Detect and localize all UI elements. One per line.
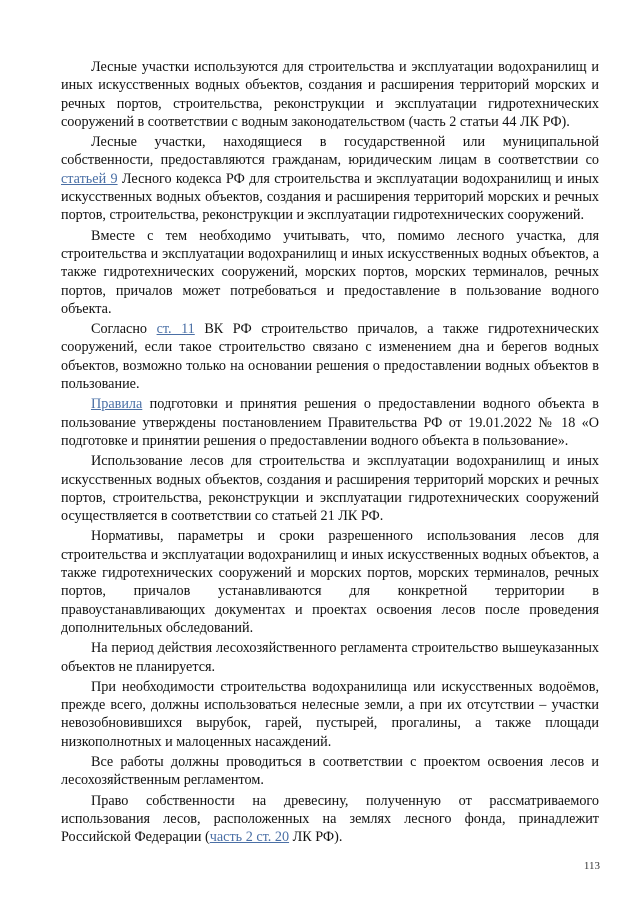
paragraph (61, 133, 599, 224)
paragraph (61, 639, 599, 676)
paragraph-text: Лесные участки используются для строительства и эксплуатации водохранилищ и иных искусственных водных объектов, создания и расширения территорий морских и речных портов, строительства, реконструкции и эксплуатации гидротехнических сооружений в соответствии с водным законодательством (часть 2 статьи 44 ЛК РФ). (61, 59, 599, 130)
reference-link[interactable]: статьей 9 (61, 170, 118, 187)
paragraph-text: ЛК РФ). (289, 829, 343, 846)
paragraph (61, 452, 599, 525)
document-body (61, 58, 599, 848)
paragraph-text: Использование лесов для строительства и эксплуатации водохранилищ и иных искусственных водных объектов, создания и расширения территорий морских и речных портов, строительства, реконструкции и эксплуатации гидротехнических сооружений осуществляется в соответствии со статьей 21 ЛК РФ. (61, 453, 599, 525)
paragraph (61, 227, 599, 318)
paragraph-text: Вместе с тем необходимо учитывать, что, помимо лесного участка, для строительства и эксплуатации водохранилищ и иных искусственных водных объектов, а также гидротехнических сооружений, морских портов, морских терминалов, речных портов, причалов может потребоваться и предоставление в пользование водного объекта. (61, 227, 599, 317)
paragraph (61, 58, 599, 131)
paragraph-text: Нормативы, параметры и сроки разрешенного использования лесов для строительства и эксплуатации водохранилищ и иных искусственных водных объектов, а также гидротехнических сооружений и морских портов, морских терминалов, речных портов, причалов устанавливаются для конкретной территории в правоустанавливающих документах и проектах освоения лесов после проведения дополнительных обследований. (61, 528, 599, 636)
paragraph (61, 792, 599, 847)
paragraph-text: Все работы должны проводиться в соответствии с проектом освоения лесов и лесохозяйственным регламентом. (61, 753, 599, 789)
paragraph (61, 527, 599, 637)
paragraph-text: На период действия лесохозяйственного регламента строительство вышеуказанных объектов не планируется. (61, 640, 599, 675)
reference-link[interactable]: ст. 11 (156, 321, 195, 338)
paragraph (61, 678, 599, 751)
paragraph-text: подготовки и принятия решения о предоставлении водного объекта в пользование утверждены постановлением Правительства РФ от 19.01.2022 № 18 «О подготовке и принятии решения о предоставлении водного объекта в пользование». (61, 396, 599, 449)
paragraph-text: При необходимости строительства водохранилища или искусственных водоёмов, прежде всего, должны использоваться нелесные земли, а при их отсутствии – участки невозобновившихся вырубок, гарей, пустырей, прогалины, а также площади низкополнотных и малоценных насаждений. (61, 678, 599, 750)
reference-link[interactable]: Правила (91, 396, 143, 413)
paragraph-text: Право собственности на древесину, полученную от рассматриваемого использования лесов, расположенных на землях лесного фонда, принадлежит Российской Федерации ( (61, 792, 599, 846)
page-number: 113 (583, 860, 600, 872)
reference-link[interactable]: часть 2 ст. 20 (209, 829, 290, 846)
paragraph-text: Согласно (91, 321, 157, 338)
paragraph (61, 753, 599, 790)
paragraph-text: Лесного кодекса РФ для строительства и эксплуатации водохранилищ и иных искусственных водных объектов, создания и расширения территорий морских и речных портов, строительства, реконструкции и эксплуатации гидротехнических сооружений. (61, 170, 599, 224)
paragraph-text: ВК РФ строительство причалов, а также гидротехнических сооружений, если такое строительство связано с изменением дна и берегов водных объектов, возможно только на основании решения о предоставлении водных объектов в пользование. (61, 321, 600, 393)
paragraph (61, 320, 599, 393)
paragraph (61, 395, 599, 450)
paragraph-text: Лесные участки, находящиеся в государственной или муниципальной собственности, предоставляются гражданам, юридическим лицам в соответствии со (61, 134, 599, 169)
